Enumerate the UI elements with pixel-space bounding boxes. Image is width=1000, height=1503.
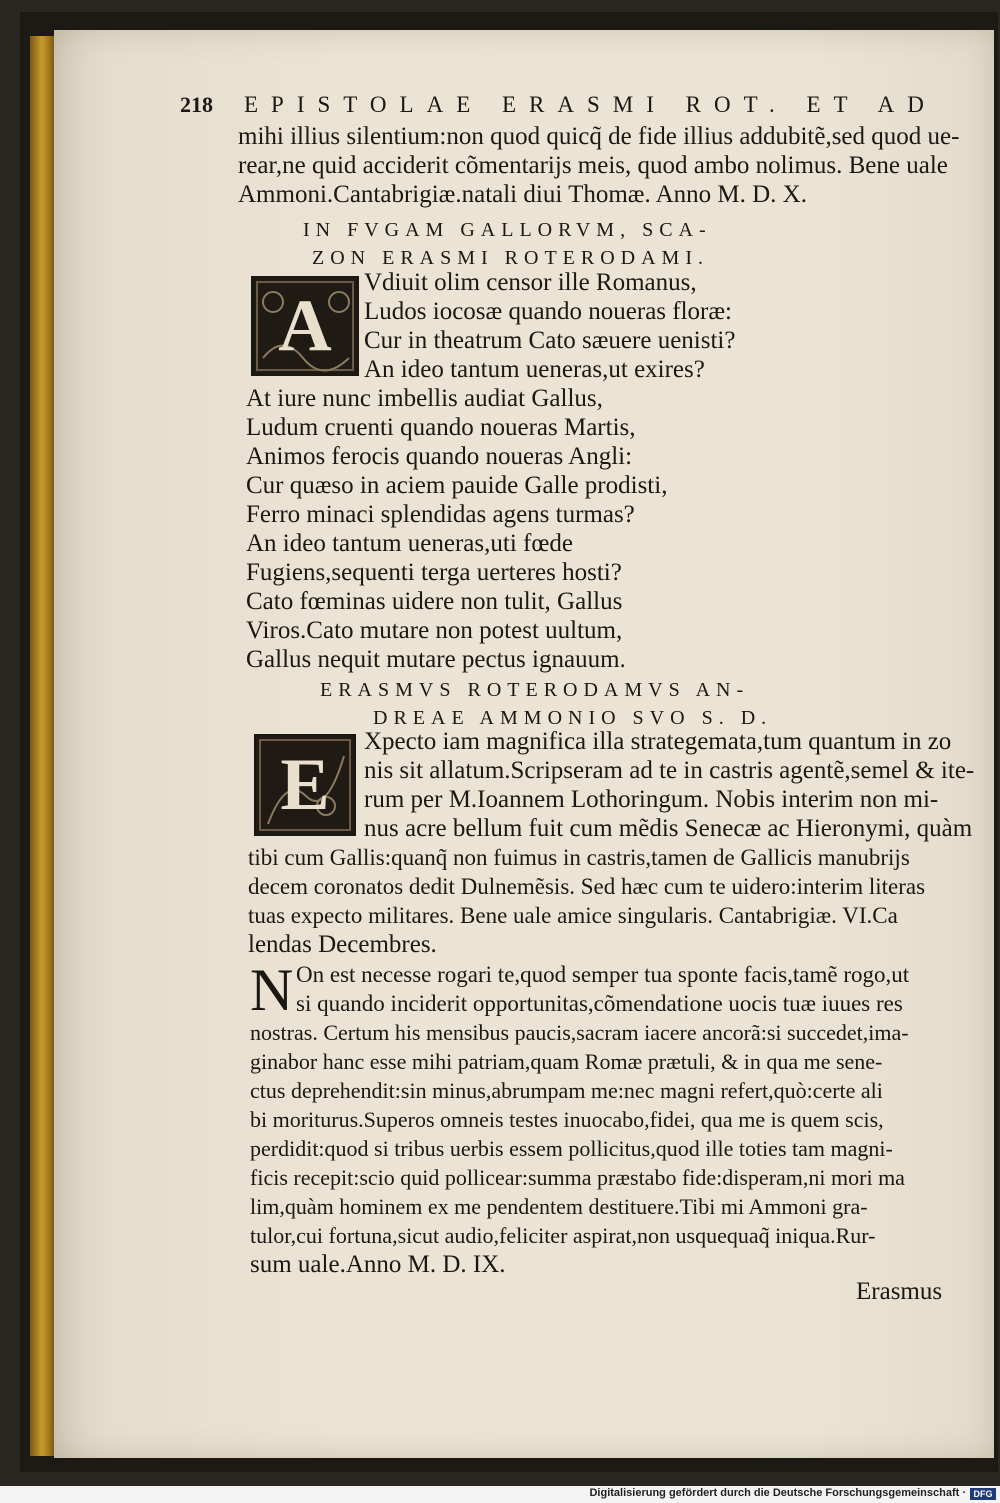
letter2-line-5: tibi cum Gallis:quanq̃ non fuimus in castris,tamen de Gallicis manubrijs xyxy=(248,845,910,870)
letter2-line-4: nus acre bellum fuit cum mẽdis Senecæ ac Hieronymi, quàm xyxy=(364,815,973,842)
letter2-title-line-2: DREAE AMMONIO SVO S. D. xyxy=(373,707,773,729)
initial-letter-n: N xyxy=(250,957,294,1023)
poem-line-12: Cato fœminas uidere non tulit, Gallus xyxy=(246,588,623,615)
letter3-line-10: tulor,cui fortuna,sicut audio,feliciter aspirat,non usquequaq̃ iniqua.Rur- xyxy=(250,1223,876,1248)
letter3-line-1: On est necesse rogari te,quod semper tua sponte facis,tamẽ rogo,ut xyxy=(296,962,910,987)
letter3-line-8: ficis recepit:scio quid pollicear:summa præstabo fide:disperam,ni mori ma xyxy=(250,1165,905,1190)
letter2-line-2: nis sit allatum.Scripseram ad te in castris agentẽ,semel & ite- xyxy=(364,757,975,784)
letter2-line-8: lendas Decembres. xyxy=(248,931,437,958)
letter3-line-6: bi moriturus.Superos omneis testes inuocabo,fidei, qua me is quem scis, xyxy=(250,1107,884,1132)
poem-line-10: An ideo tantum ueneras,uti fœde xyxy=(246,530,573,557)
poem-line-14: Gallus nequit mutare pectus ignauum. xyxy=(246,646,626,673)
poem-line-4: An ideo tantum ueneras,ut exires? xyxy=(364,356,705,383)
poem-line-7: Animos ferocis quando noueras Angli: xyxy=(246,443,633,470)
decorated-initial-a xyxy=(251,276,359,376)
letter3-line-4: ginabor hanc esse mihi patriam,quam Romæ prætuli, & in qua me sene- xyxy=(250,1049,883,1074)
poem-line-8: Cur quæso in aciem pauide Galle prodisti, xyxy=(246,472,668,499)
letter2-line-3: rum per M.Ioannem Lothoringum. Nobis interim non mi- xyxy=(364,786,939,813)
poem-title-line-1: IN FVGAM GALLORVM, SCA- xyxy=(303,219,712,241)
dfg-logo-icon: DFG xyxy=(970,1488,996,1500)
catchword: Erasmus xyxy=(856,1278,943,1305)
initial-letter-e: E xyxy=(280,743,330,826)
initial-letter-a: A xyxy=(278,284,332,367)
letter3-line-2: si quando inciderit opportunitas,cõmendatione uocis tuæ iuues res xyxy=(296,991,903,1016)
footer-credit: Digitalisierung gefördert durch die Deutsche Forschungsgemeinschaft · xyxy=(589,1487,966,1499)
letter-end-line-3: Ammoni.Cantabrigiæ.natali diui Thomæ. Anno M. D. X. xyxy=(238,181,807,208)
letter3-line-11: sum uale.Anno M. D. IX. xyxy=(250,1251,506,1278)
letter3-line-9: lim,quàm hominem ex me pendentem destituere.Tibi mi Ammoni gra- xyxy=(250,1194,868,1219)
poem-line-5: At iure nunc imbellis audiat Gallus, xyxy=(246,385,603,412)
page-number: 218 xyxy=(180,92,213,117)
letter2-title-line-1: ERASMVS ROTERODAMVS AN- xyxy=(320,679,750,701)
poem-line-2: Ludos iocosæ quando noueras floræ: xyxy=(364,298,733,325)
running-head: EPISTOLAE ERASMI ROT. ET AD xyxy=(244,92,937,117)
decorated-initial-e xyxy=(254,734,356,836)
letter3-line-3: nostras. Certum his mensibus paucis,sacram iacere ancorã:si succedet,ima- xyxy=(250,1020,909,1045)
poem-line-13: Viros.Cato mutare non potest uultum, xyxy=(246,617,623,644)
poem-title-line-2: ZON ERASMI ROTERODAMI. xyxy=(312,247,709,269)
poem-line-6: Ludum cruenti quando noueras Martis, xyxy=(246,414,636,441)
poem-line-3: Cur in theatrum Cato sæuere uenisti? xyxy=(364,327,736,354)
letter-end-line-2: rear,ne quid acciderit cõmentarijs meis, quod ambo nolimus. Bene uale xyxy=(238,152,948,179)
letter2-line-6: decem coronatos dedit Dulnemẽsis. Sed hæc cum te uidero:interim literas xyxy=(248,874,926,899)
gilt-edge xyxy=(30,36,56,1456)
letter2-line-1: Xpecto iam magnifica illa strategemata,tum quantum in zo xyxy=(364,728,952,755)
letter2-line-7: tuas expecto militares. Bene uale amice singularis. Cantabrigiæ. VI.Ca xyxy=(248,903,898,928)
letter3-line-5: ctus deprehendit:sin minus,abrumpam me:nec magni refert,quò:certe ali xyxy=(250,1078,883,1103)
letter-end-line-1: mihi illius silentium:non quod quicq̃ de fide illius addubitẽ,sed quod ue- xyxy=(238,123,960,150)
letter3-line-7: perdidit:quod si tribus uerbis essem pollicitus,quod ille toties tam magni- xyxy=(250,1136,893,1161)
poem-line-1: Vdiuit olim censor ille Romanus, xyxy=(364,269,697,296)
poem-line-9: Ferro minaci splendidas agens turmas? xyxy=(246,501,635,528)
poem-line-11: Fugiens,sequenti terga uerteres hosti? xyxy=(246,559,622,586)
